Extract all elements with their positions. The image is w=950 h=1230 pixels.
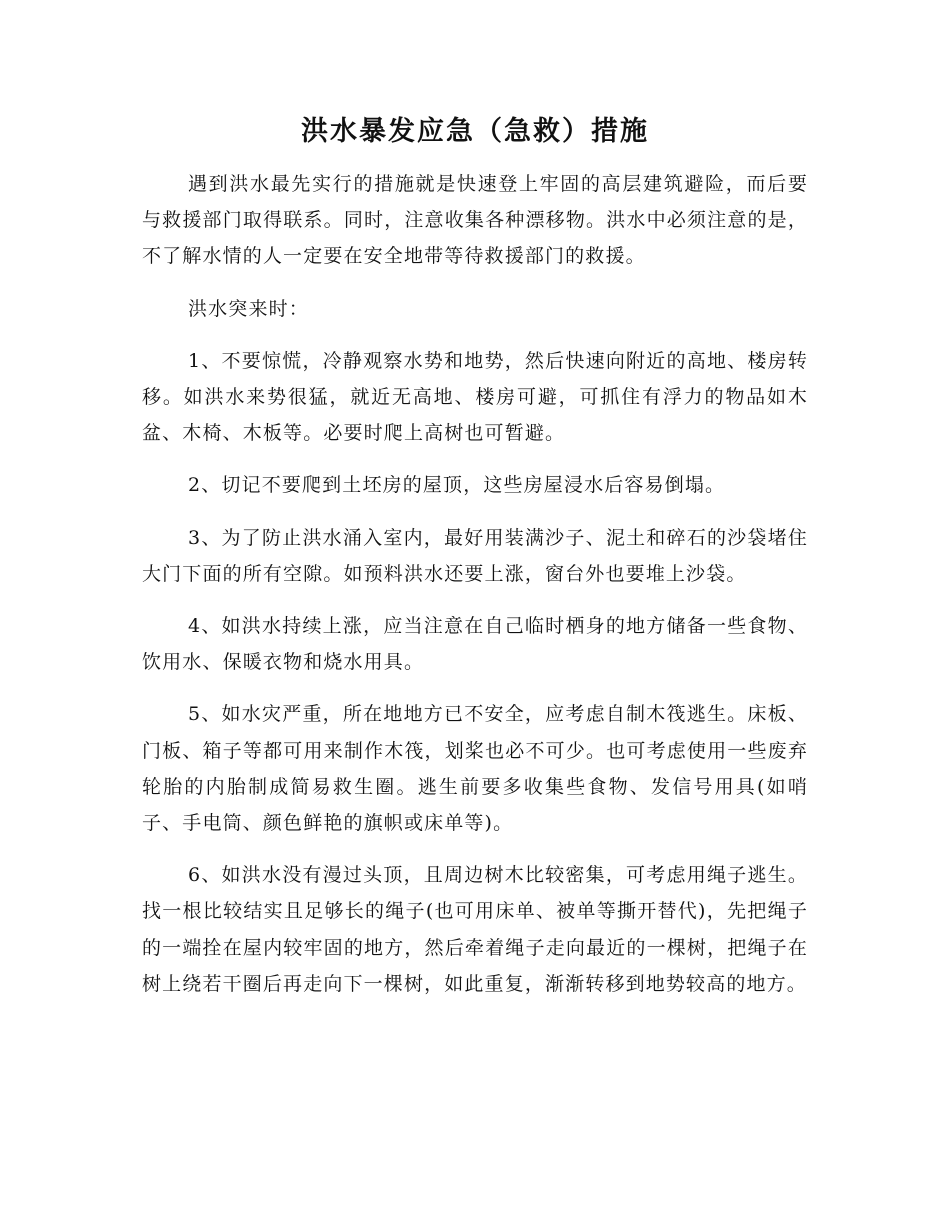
paragraph-item-6: 6、如洪水没有漫过头顶，且周边树木比较密集，可考虑用绳子逃生。找一根比较结实且足够长的绳子(也可用床单、被单等撕开替代)，先把绳子的一端拴在屋内较牢固的地方，然后牵着绳子走向最近的一棵树，把绳子在树上绕若干圈后再走向下一棵树，如此重复，渐渐转移到地势较高的地方。 xyxy=(142,864,808,995)
paragraph-item-2: 2、切记不要爬到土坯房的屋顶，这些房屋浸水后容易倒塌。 xyxy=(188,474,726,497)
paragraph-item-4: 4、如洪水持续上涨，应当注意在自己临时栖身的地方储备一些食物、饮用水、保暖衣物和烧水用具。 xyxy=(142,615,808,674)
paragraph-heading-flood-arrives: 洪水突来时： xyxy=(188,297,309,320)
paragraph-item-5: 5、如水灾严重，所在地地方已不安全，应考虑自制木筏逃生。床板、门板、箱子等都可用来制作木筏，划桨也必不可少。也可考虑使用一些废弃轮胎的内胎制成简易救生圈。逃生前要多收集些食物、发信号用具(如哨子、手电筒、颜色鲜艳的旗帜或床单等)。 xyxy=(142,703,808,835)
paragraph-item-1: 1、不要惊慌，冷静观察水势和地势，然后快速向附近的高地、楼房转移。如洪水来势很猛，就近无高地、楼房可避，可抓住有浮力的物品如木盆、木椅、木板等。必要时爬上高树也可暂避。 xyxy=(142,349,808,445)
document-body xyxy=(142,166,808,1018)
paragraph-item-3: 3、为了防止洪水涌入室内，最好用装满沙子、泥土和碎石的沙袋堵住大门下面的所有空隙。如预料洪水还要上涨，窗台外也要堆上沙袋。 xyxy=(142,526,808,585)
paragraph-intro: 遇到洪水最先实行的措施就是快速登上牢固的高层建筑避险，而后要与救援部门取得联系。同时，注意收集各种漂移物。洪水中必须注意的是，不了解水情的人一定要在安全地带等待救援部门的救援。 xyxy=(142,173,808,268)
document-title: 洪水暴发应急（急救）措施 xyxy=(301,116,649,147)
